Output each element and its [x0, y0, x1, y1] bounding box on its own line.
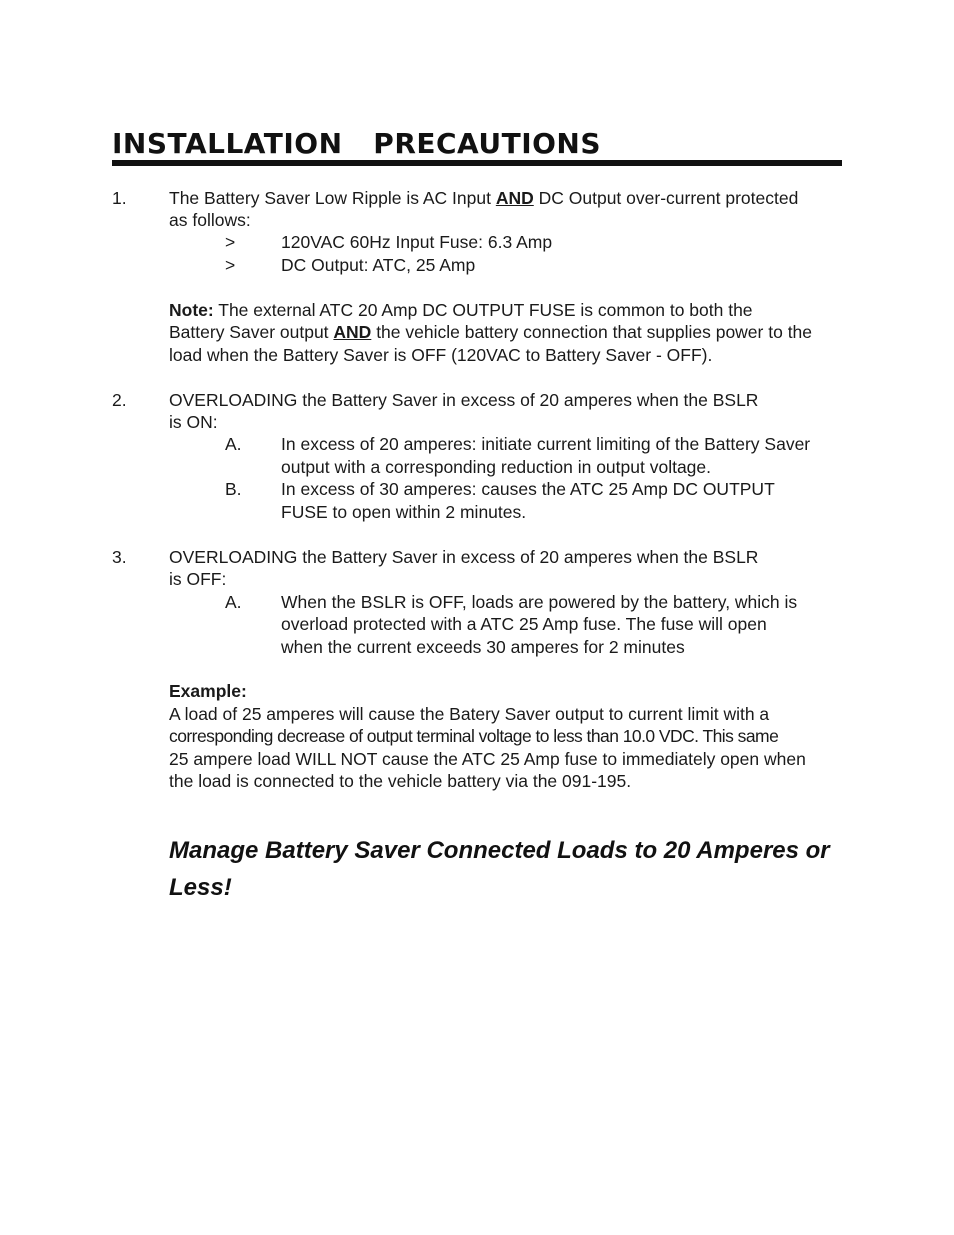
note-line-3: load when the Battery Saver is OFF (120VAC to Battery Saver - OFF).	[169, 345, 713, 365]
item-1-text-a: The Battery Saver Low Ripple is AC Input	[169, 188, 496, 208]
item-2-number: 2.	[112, 390, 127, 410]
note-text-2b: the vehicle battery connection that supplies power to the	[371, 322, 813, 342]
item-1-and-emphasis: AND	[495, 188, 534, 208]
note-text-2a: Battery Saver output	[169, 322, 334, 342]
sub-text-line: FUSE to open within 2 minutes.	[281, 502, 527, 522]
item-1-line-1	[169, 187, 798, 210]
bullet-marker: >	[225, 255, 236, 275]
bullet-text: DC Output: ATC, 25 Amp	[281, 255, 476, 275]
item-1-text-b: DC Output over-current protected	[533, 188, 799, 208]
sub-text-line: When the BSLR is OFF, loads are powered by the battery, which is	[281, 592, 798, 612]
sub-text-line: In excess of 20 amperes: initiate current limiting of the Battery Saver	[281, 434, 811, 454]
bullet-text: 120VAC 60Hz Input Fuse: 6.3 Amp	[281, 232, 553, 252]
note-line-1	[169, 299, 753, 322]
item-2-line-2: is ON:	[169, 412, 218, 432]
example-line-1: A load of 25 amperes will cause the Batery Saver output to current limit with a	[169, 704, 770, 724]
sub-marker: B.	[225, 479, 242, 499]
sub-text-line: when the current exceeds 30 amperes for 2 minutes	[281, 637, 685, 657]
closing-statement: Manage Battery Saver Connected Loads to 20 Amperes or Less!	[169, 837, 830, 901]
example-label: Example:	[169, 681, 247, 701]
note-text-1: The external ATC 20 Amp DC OUTPUT FUSE is common to both the	[213, 300, 753, 320]
note-and-emphasis: AND	[333, 322, 372, 342]
page-title: INSTALLATION PRECAUTIONS	[112, 127, 602, 160]
bullet-marker: >	[225, 232, 236, 252]
example-line-2: corresponding decrease of output terminal voltage to less than 10.0 VDC. This same	[169, 726, 779, 746]
example-line-4: the load is connected to the vehicle battery via the 091-195.	[169, 771, 632, 791]
title-rule	[112, 160, 842, 166]
example-line-3: 25 ampere load WILL NOT cause the ATC 25 Amp fuse to immediately open when	[169, 749, 806, 769]
sub-text-line: overload protected with a ATC 25 Amp fuse. The fuse will open	[281, 614, 767, 634]
item-1-number: 1.	[112, 188, 127, 208]
item-3-line-1: OVERLOADING the Battery Saver in excess of 20 amperes when the BSLR	[169, 547, 759, 567]
sub-text-line: output with a corresponding reduction in output voltage.	[281, 457, 712, 477]
sub-text-line: In excess of 30 amperes: causes the ATC 25 Amp DC OUTPUT	[281, 479, 775, 499]
note-line-2	[169, 321, 812, 344]
sub-marker: A.	[225, 434, 242, 454]
note-label: Note:	[169, 300, 214, 320]
item-3-line-2: is OFF:	[169, 569, 227, 589]
item-1-line-2: as follows:	[169, 210, 251, 230]
sub-marker: A.	[225, 592, 242, 612]
item-2-line-1: OVERLOADING the Battery Saver in excess of 20 amperes when the BSLR	[169, 390, 759, 410]
item-3-number: 3.	[112, 547, 127, 567]
